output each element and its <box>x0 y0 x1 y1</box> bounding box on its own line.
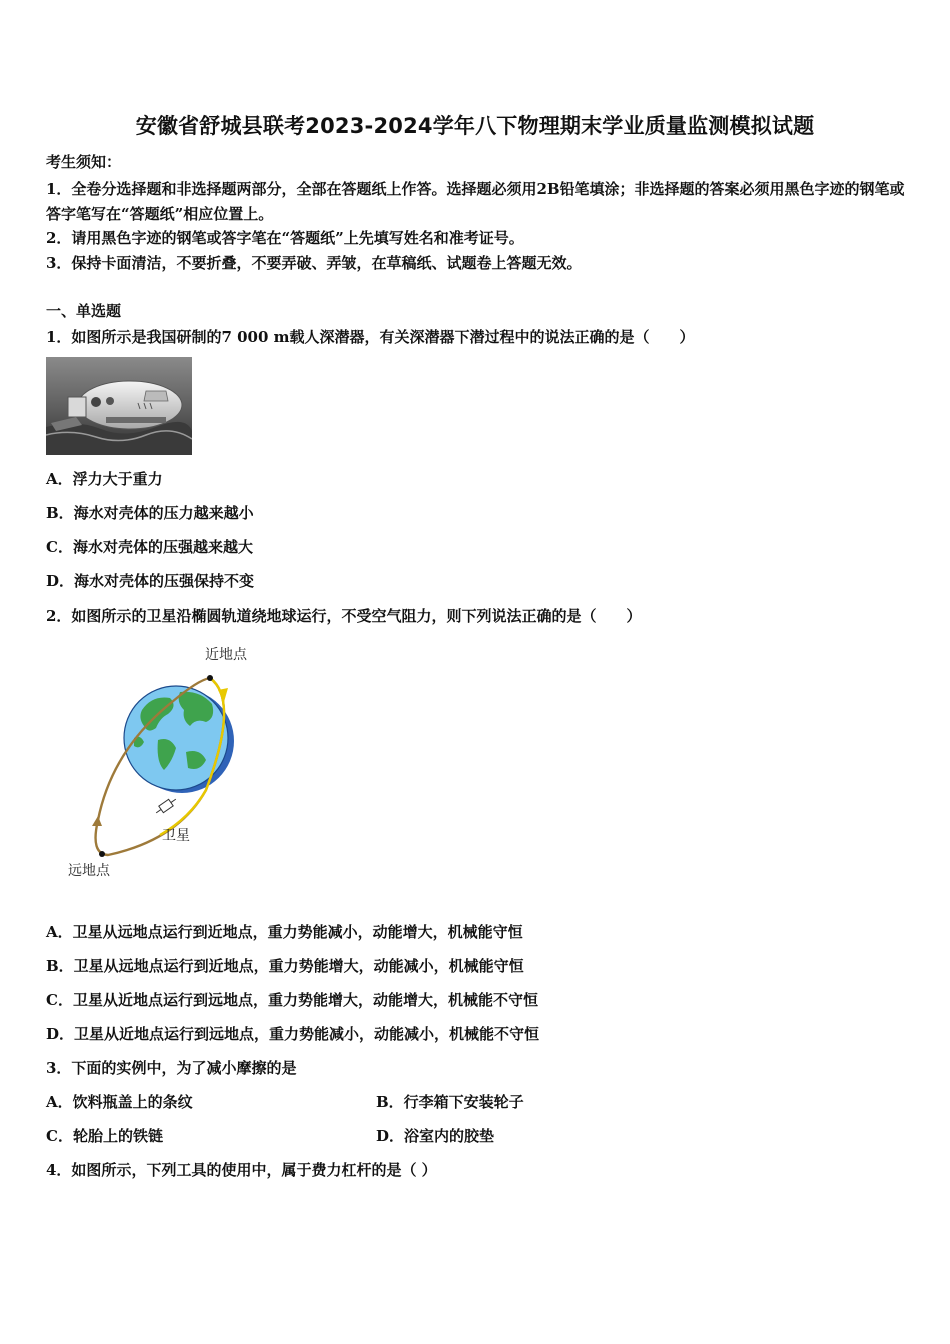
perigee-label: 近地点 <box>205 647 247 663</box>
question-1-option-a: A．浮力大于重力 <box>46 470 163 488</box>
page-title: 安徽省舒城县联考2023-2024学年八下物理期末学业质量监测模拟试题 <box>135 114 815 138</box>
question-2-option-b: B．卫星从远地点运行到近地点，重力势能增大，动能减小，机械能守恒 <box>46 957 524 975</box>
notice-heading: 考生须知： <box>46 153 122 171</box>
question-3-option-c: C．轮胎上的铁链 <box>46 1127 163 1145</box>
notice-item-3: 3．保持卡面清洁，不要折叠，不要弄破、弄皱，在草稿纸、试题卷上答题无效。 <box>46 254 582 272</box>
question-2-option-d: D．卫星从近地点运行到远地点，重力势能减小，动能减小，机械能不守恒 <box>46 1025 540 1043</box>
notice-item-1: 1．全卷分选择题和非选择题两部分，全部在答题纸上作答。选择题必须用2B铅笔填涂；非选择题的答案必须用黑色字迹的钢笔或答字笔写在“答题纸”相应位置上。 <box>46 180 905 223</box>
satellite-orbit-figure <box>60 640 260 890</box>
question-3-option-b: B．行李箱下安装轮子 <box>376 1093 524 1111</box>
question-2-option-a: A．卫星从远地点运行到近地点，重力势能减小，动能增大，机械能守恒 <box>46 923 523 941</box>
question-3-option-a: A．饮料瓶盖上的条纹 <box>46 1093 193 1111</box>
notice-item-2: 2．请用黑色字迹的钢笔或答字笔在“答题纸”上先填写姓名和准考证号。 <box>46 229 524 247</box>
question-3-option-d: D．浴室内的胶垫 <box>376 1127 495 1145</box>
section-heading: 一、单选题 <box>46 302 122 320</box>
question-1-option-d: D．海水对壳体的压强保持不变 <box>46 572 255 590</box>
satellite-label: 卫星 <box>162 828 190 844</box>
question-1-stem: 1．如图所示是我国研制的7 000 m载人深潜器，有关深潜器下潜过程中的说法正确的是（ ） <box>46 328 695 346</box>
question-2-stem: 2．如图所示的卫星沿椭圆轨道绕地球运行，不受空气阻力，则下列说法正确的是（ ） <box>46 607 642 625</box>
question-1-option-c: C．海水对壳体的压强越来越大 <box>46 538 253 556</box>
submersible-photo <box>46 357 192 455</box>
question-3-stem: 3．下面的实例中，为了减小摩擦的是 <box>46 1059 297 1077</box>
question-1-option-b: B．海水对壳体的压力越来越小 <box>46 504 254 522</box>
question-4-stem: 4．如图所示，下列工具的使用中，属于费力杠杆的是（ ） <box>46 1161 437 1179</box>
apogee-label: 远地点 <box>68 863 110 879</box>
question-2-option-c: C．卫星从近地点运行到远地点，重力势能增大，动能增大，机械能不守恒 <box>46 991 538 1009</box>
